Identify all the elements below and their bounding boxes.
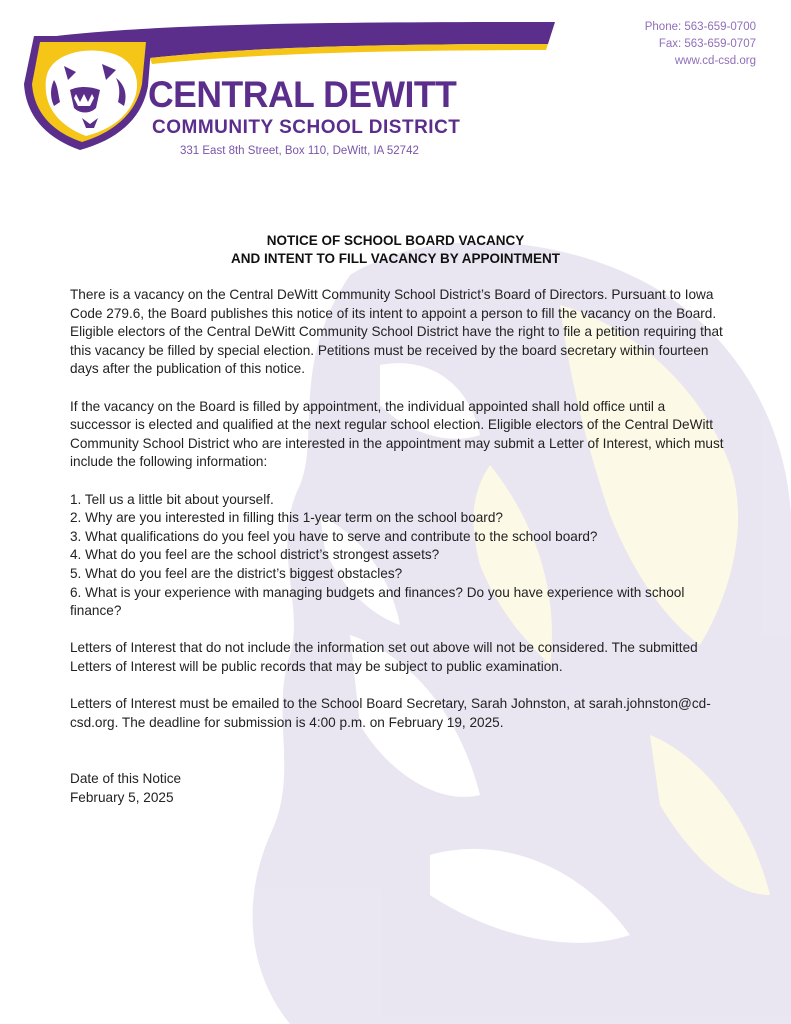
list-item: 6. What is your experience with managing budgets and finances? Do you have experience with school finance? xyxy=(70,584,685,619)
notice-title-line1: NOTICE OF SCHOOL BOARD VACANCY xyxy=(266,233,525,248)
notice-title xyxy=(0,232,791,268)
website-link[interactable]: www.cd-csd.org xyxy=(674,55,756,67)
list-item: 5. What do you feel are the district’s biggest obstacles? xyxy=(70,565,403,581)
list-item: 3. What qualifications do you feel you have to serve and contribute to the school board? xyxy=(70,528,598,544)
list-item: 1. Tell us a little bit about yourself. xyxy=(70,491,274,507)
notice-body xyxy=(70,286,730,751)
list-item: 4. What do you feel are the school district’s strongest assets? xyxy=(70,547,440,563)
phone-number: Phone: 563-659-0700 xyxy=(644,21,756,33)
list-item: 2. Why are you interested in filling this 1-year term on the school board? xyxy=(70,510,503,526)
date-label: Date of this Notice xyxy=(70,771,182,786)
paragraph-requirements: Letters of Interest that do not include the information set out above will not be considered. The submitted Letters of Interest will be public records that may be subject to public examination. xyxy=(70,640,698,674)
question-list xyxy=(70,491,730,621)
paragraph-appointment: If the vacancy on the Board is filled by appointment, the individual appointed shall hold office until a successor is elected and qualified at the next regular school election. Eligible electors of the Central DeWitt Community School District who are interested in the appointment may submit a Letter of Interest, which must include the following information: xyxy=(70,398,724,470)
district-subtitle: COMMUNITY SCHOOL DISTRICT xyxy=(152,117,461,138)
tiger-logo-icon xyxy=(20,28,160,150)
notice-date-block xyxy=(70,770,181,807)
paragraph-submission: Letters of Interest must be emailed to the School Board Secretary, Sarah Johnston, at sarah.johnston@cd-csd.org. The deadline for submission is 4:00 p.m. on February 19, 2025. xyxy=(70,696,711,730)
notice-title-line2: AND INTENT TO FILL VACANCY BY APPOINTMENT xyxy=(230,251,561,266)
fax-number: Fax: 563-659-0707 xyxy=(658,38,756,50)
paragraph-vacancy: There is a vacancy on the Central DeWitt Community School District’s Board of Directors. Pursuant to Iowa Code 279.6, the Board publishes this notice of its intent to appoint a person to fill the vacancy on the Board. Eligible electors of the Central DeWitt Community School District have the right to file a petition requiring that this vacancy be filled by special election. Petitions must be received by the board secretary within fourteen days after the publication of this notice. xyxy=(70,287,723,377)
date-value: February 5, 2025 xyxy=(70,789,174,805)
district-address: 331 East 8th Street, Box 110, DeWitt, IA 52742 xyxy=(180,145,419,157)
district-name: CENTRAL DEWITT xyxy=(148,74,457,115)
contact-block xyxy=(645,19,756,70)
